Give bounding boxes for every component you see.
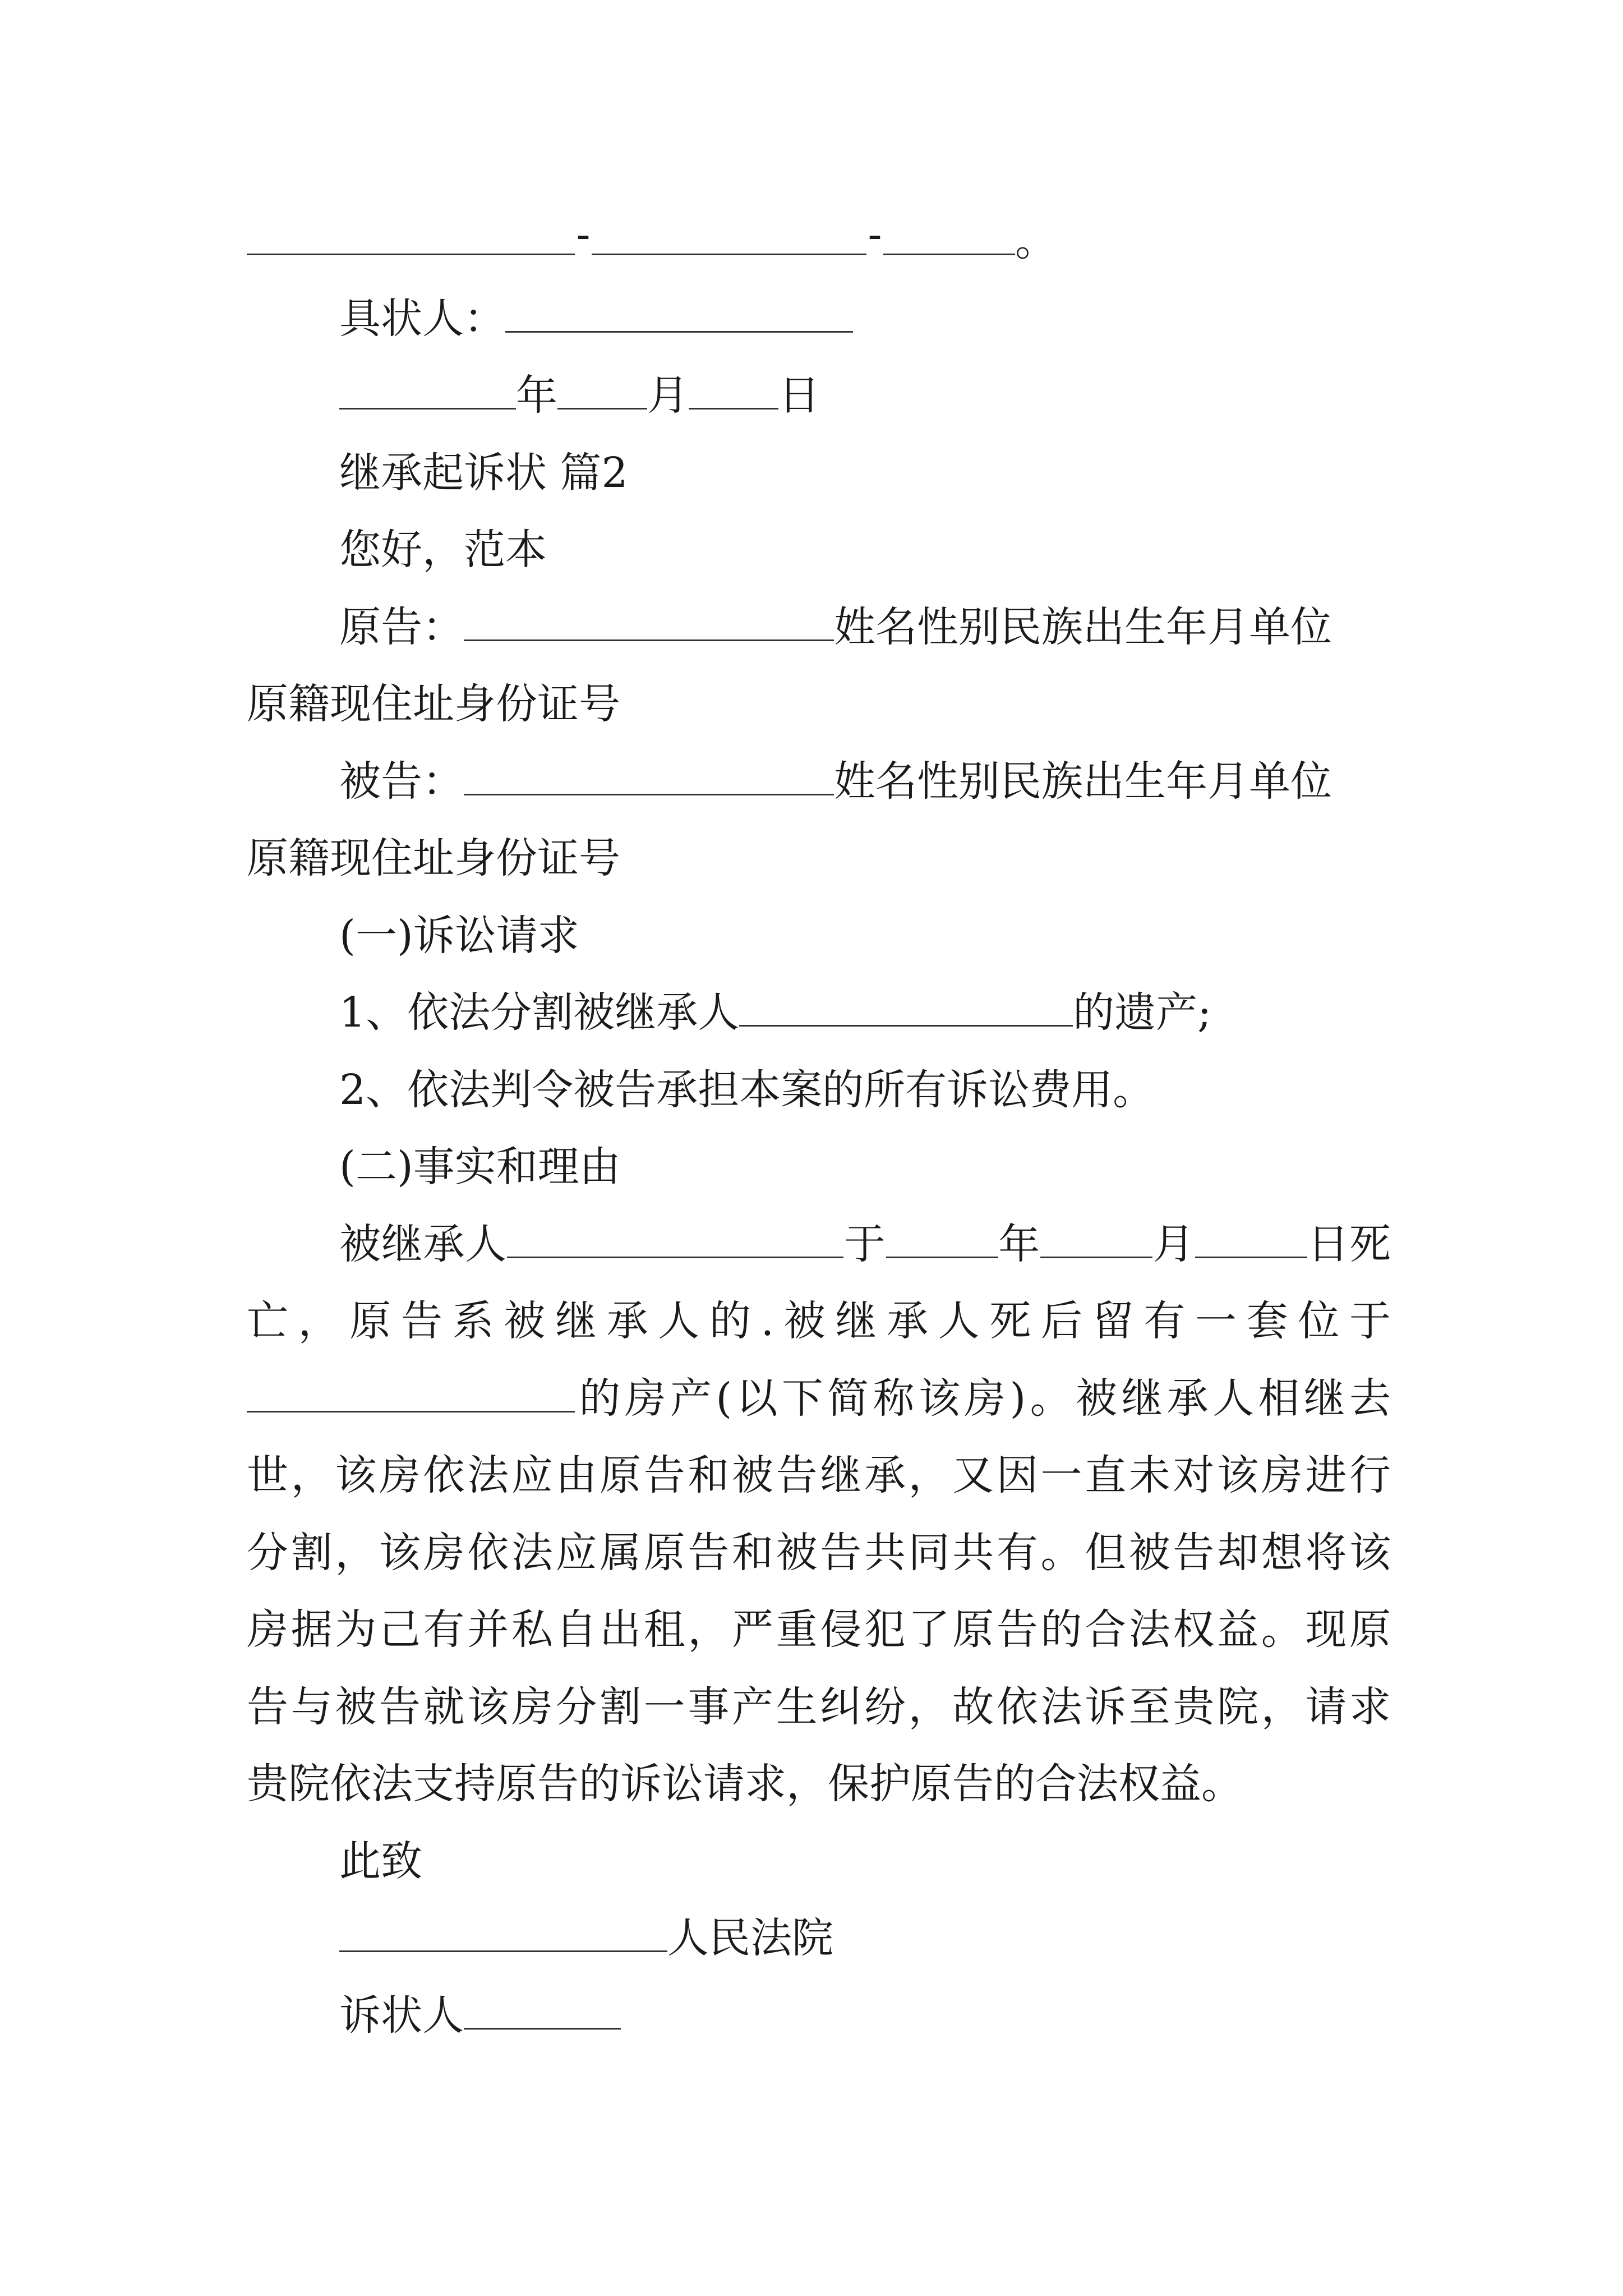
dash: - — [576, 210, 591, 259]
plaintiff-label: 原告： — [339, 603, 464, 651]
plaintiff-fields: 姓名性别民族出生年月单位 — [834, 603, 1332, 651]
facts-line-2: 亡，原告系被继承人的.被继承人死后留有一套位于 — [247, 1297, 1391, 1345]
decedent-blank — [739, 990, 1073, 1027]
greeting: 您好，范本 — [339, 526, 547, 574]
year-label: 年 — [516, 371, 557, 420]
facts-line-3 — [247, 1370, 1391, 1427]
death-day-blank — [1195, 1222, 1307, 1258]
decedent-name-blank — [507, 1222, 843, 1258]
claim1-suffix: 的遗产; — [1073, 988, 1212, 1037]
petitioner-line — [339, 1987, 1391, 2044]
facts-line-5: 分割，该房依法应属原告和被告共同共有。但被告却想将该 — [247, 1529, 1391, 1577]
claim1-prefix: 1、依法分割被继承人 — [339, 988, 740, 1037]
facts-heading: (二)事实和理由 — [339, 1143, 621, 1191]
facts-line-1 — [339, 1216, 1391, 1272]
court-line — [339, 1910, 1391, 1966]
defendant-fields: 姓名性别民族出生年月单位 — [834, 757, 1332, 806]
property-location-blank — [247, 1376, 575, 1412]
facts-line-7: 告与被告就该房分割一事产生纠纷，故依法诉至贵院，请求 — [247, 1683, 1391, 1731]
facts-prefix: 被继承人 — [339, 1220, 507, 1268]
facts-month: 月 — [1152, 1220, 1195, 1268]
day-label: 日 — [778, 371, 820, 420]
claim-1 — [339, 984, 1391, 1041]
date-blank-line — [247, 210, 1391, 269]
plaintiff-line — [339, 599, 1391, 655]
closing: 此致 — [339, 1837, 422, 1885]
court-blank — [339, 1916, 667, 1952]
facts-line-6: 房据为己有并私自出租，严重侵犯了原告的合法权益。现原 — [247, 1605, 1391, 1654]
section-title: 继承起诉状 篇2 — [339, 449, 628, 497]
facts-yu: 于 — [843, 1220, 886, 1268]
period: 。 — [1015, 217, 1057, 265]
facts-line-4: 世，该房依法应由原告和被告继承，又因一直未对该房进行 — [247, 1451, 1391, 1499]
signer-label: 具状人： — [339, 295, 505, 343]
month-blank — [557, 373, 647, 409]
facts-day: 日死 — [1307, 1220, 1391, 1268]
death-month-blank — [1040, 1222, 1152, 1258]
petitioner-label: 诉状人 — [339, 1991, 464, 2040]
signer-line — [339, 291, 1391, 347]
signer-blank — [505, 296, 853, 333]
death-year-blank — [886, 1222, 998, 1258]
blank-field — [592, 219, 866, 255]
facts-line3-text: 的房产(以下简称该房)。被继承人相继去 — [575, 1374, 1391, 1423]
plaintiff-fields-cont: 原籍现住址身份证号 — [247, 680, 620, 728]
facts-year: 年 — [998, 1220, 1040, 1268]
dash: - — [868, 210, 882, 259]
defendant-line — [339, 753, 1391, 809]
defendant-label: 被告： — [339, 757, 464, 806]
petitioner-blank — [464, 1993, 621, 2030]
defendant-fields-cont: 原籍现住址身份证号 — [247, 834, 620, 882]
date-line — [339, 367, 1391, 424]
month-label: 月 — [647, 371, 689, 420]
day-blank — [689, 373, 778, 409]
claims-heading: (一)诉讼请求 — [339, 912, 579, 960]
defendant-blank — [464, 759, 834, 795]
blank-field — [247, 219, 575, 255]
plaintiff-blank — [464, 605, 834, 641]
blank-field — [883, 219, 1015, 255]
year-blank — [339, 373, 516, 409]
facts-line-8: 贵院依法支持原告的诉讼请求，保护原告的合法权益。 — [247, 1760, 1243, 1808]
court-suffix: 人民法院 — [667, 1914, 833, 1962]
claim-2: 2、依法判令被告承担本案的所有诉讼费用。 — [339, 1066, 1155, 1114]
